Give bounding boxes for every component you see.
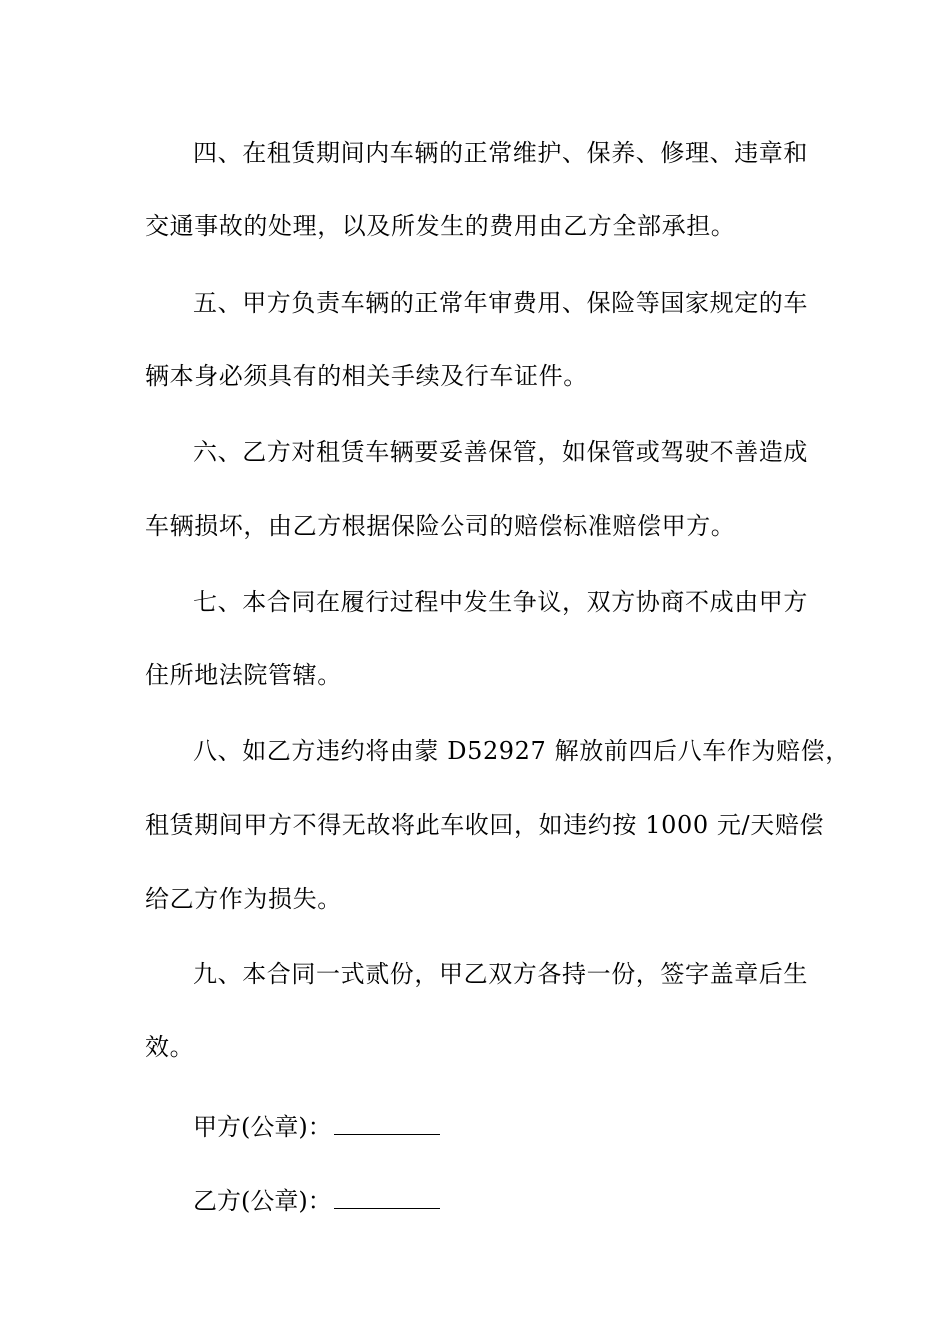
clause-four-line-2: 交通事故的处理，以及所发生的费用由乙方全部承担。 [145,212,736,240]
clause-seven-line-2: 住所地法院管辖。 [145,661,342,689]
clause-eight-line-2: 租赁期间甲方不得无故将此车收回，如违约按 1000 元/天赔偿 [145,811,825,839]
clause-five-line-1: 五、甲方负责车辆的正常年审费用、保险等国家规定的车 [193,289,808,317]
party-b-blank [334,1182,440,1209]
clause-four-line-1: 四、在租赁期间内车辆的正常维护、保养、修理、违章和 [193,139,808,167]
clause-nine-line-1: 九、本合同一式贰份，甲乙双方各持一份，签字盖章后生 [193,960,808,988]
clause-eight-line-1: 八、如乙方违约将由蒙 D52927 解放前四后八车作为赔偿， [193,737,850,765]
clause-five-line-2: 辆本身必须具有的相关手续及行车证件。 [145,362,588,390]
clause-eight-line-3: 给乙方作为损失。 [145,885,342,913]
clause-nine-line-2: 效。 [145,1033,195,1061]
party-a-blank [334,1108,440,1135]
party-a-signature [193,1108,440,1143]
clause-seven-line-1: 七、本合同在履行过程中发生争议，双方协商不成由甲方 [193,588,808,616]
party-b-label: 乙方(公章)： [193,1187,332,1215]
clause-six-line-2: 车辆损坏，由乙方根据保险公司的赔偿标准赔偿甲方。 [145,512,736,540]
clause-six-line-1: 六、乙方对租赁车辆要妥善保管，如保管或驾驶不善造成 [193,438,808,466]
party-b-signature [193,1182,440,1217]
party-a-label: 甲方(公章)： [193,1113,332,1141]
